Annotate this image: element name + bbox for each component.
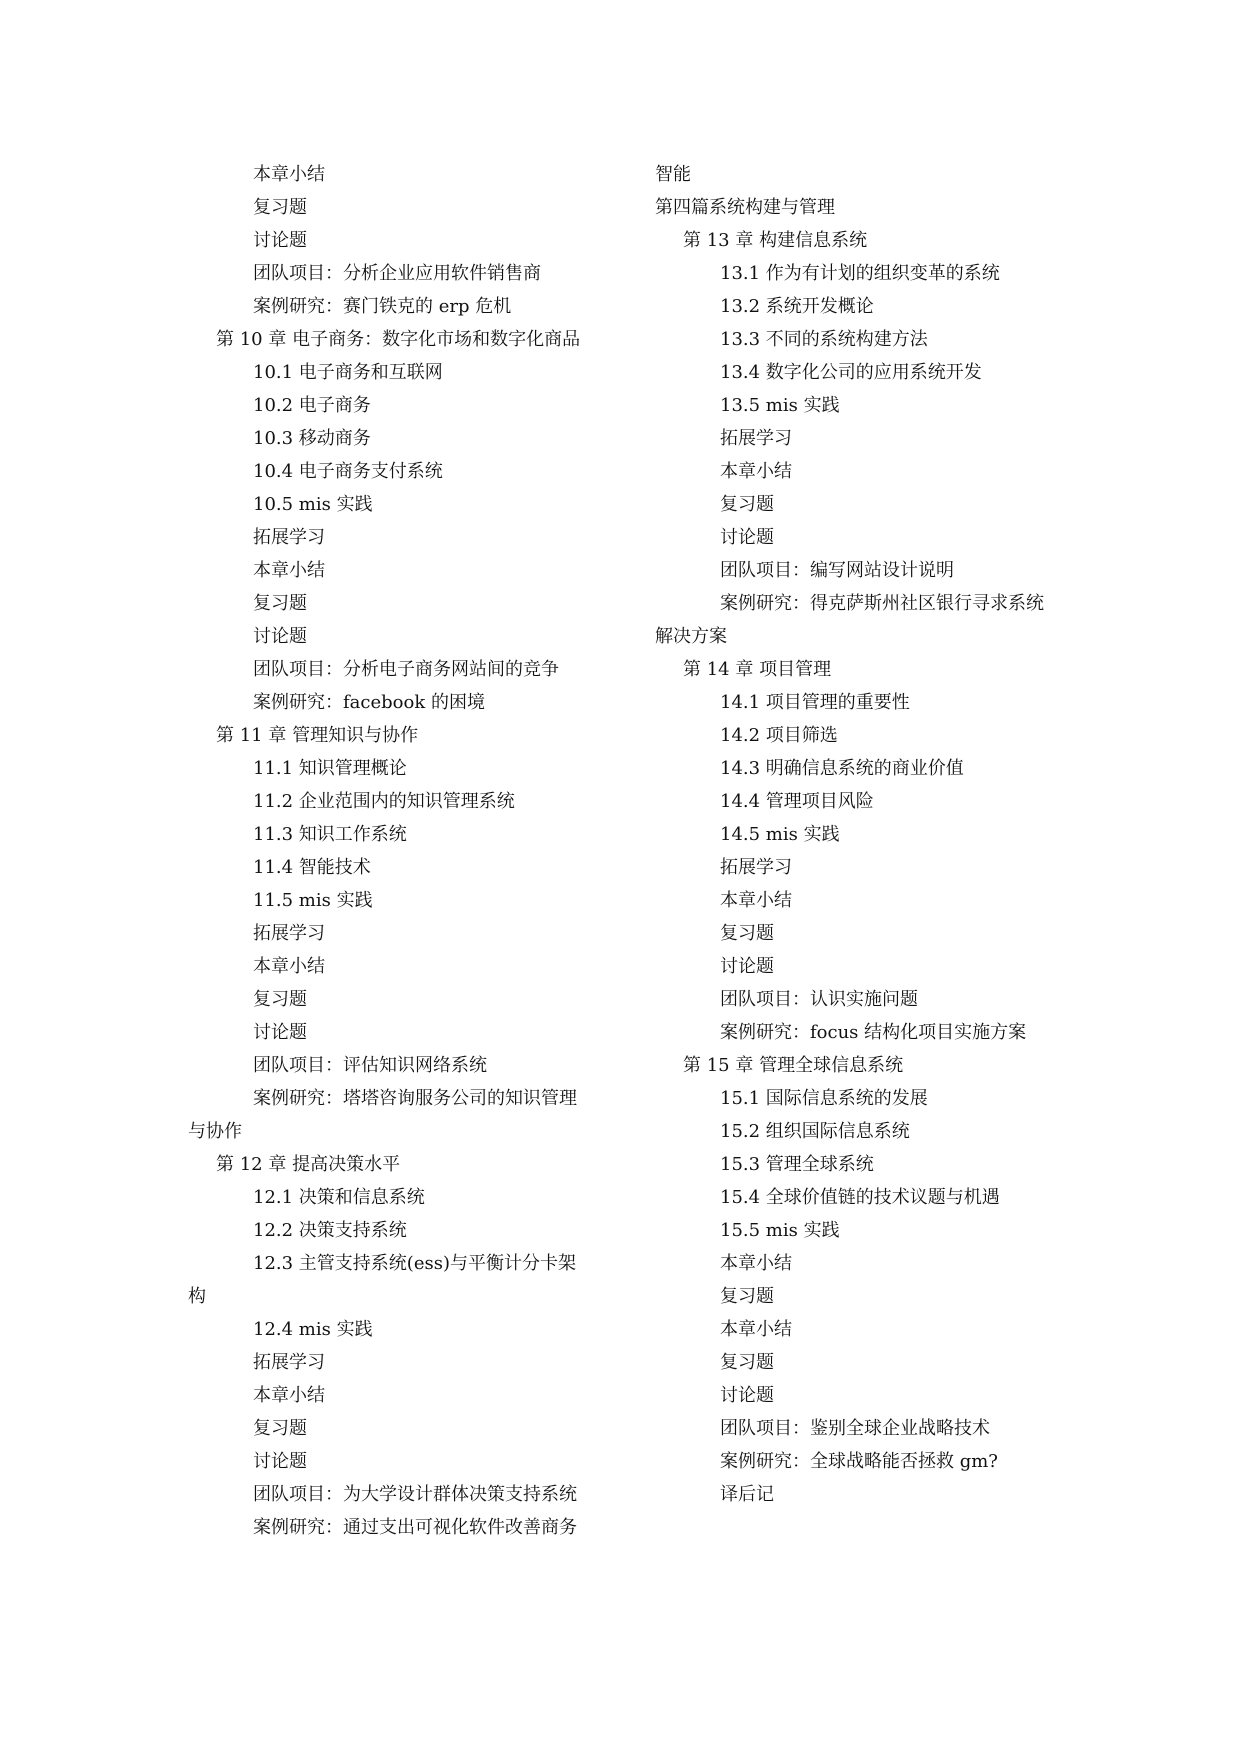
toc-chapter-heading: 第 11 章 管理知识与协作 [216,725,419,746]
toc-entry: 12.4 mis 实践 [253,1319,373,1340]
toc-entry: 案例研究：赛门铁克的 erp 危机 [253,296,512,317]
toc-entry: 14.4 管理项目风险 [720,791,874,812]
toc-entry: 11.5 mis 实践 [253,890,373,911]
toc-chapter-heading: 第 12 章 提高决策水平 [216,1154,401,1175]
toc-entry: 14.5 mis 实践 [720,824,840,845]
toc-entry: 案例研究：得克萨斯州社区银行寻求系统 [720,593,1044,614]
toc-entry: 13.2 系统开发概论 [720,296,874,317]
toc-entry: 案例研究：focus 结构化项目实施方案 [720,1022,1027,1043]
toc-entry: 本章小结 [720,461,792,482]
toc-wrapped-line: 智能 [655,164,691,185]
toc-entry: 13.1 作为有计划的组织变革的系统 [720,263,1000,284]
toc-entry: 10.4 电子商务支付系统 [253,461,443,482]
toc-chapter-heading: 第 13 章 构建信息系统 [683,230,868,251]
toc-entry: 讨论题 [720,527,774,548]
toc-entry: 复习题 [253,197,307,218]
toc-entry: 案例研究：facebook 的困境 [253,692,485,713]
toc-entry: 15.3 管理全球系统 [720,1154,874,1175]
toc-entry: 10.1 电子商务和互联网 [253,362,443,383]
toc-entry: 拓展学习 [253,1352,325,1373]
toc-entry: 复习题 [720,494,774,515]
toc-entry: 拓展学习 [253,527,325,548]
toc-entry: 团队项目：编写网站设计说明 [720,560,954,581]
toc-entry: 10.2 电子商务 [253,395,371,416]
toc-entry: 讨论题 [720,956,774,977]
toc-entry: 本章小结 [253,560,325,581]
toc-entry: 13.3 不同的系统构建方法 [720,329,928,350]
toc-entry: 15.2 组织国际信息系统 [720,1121,910,1142]
toc-entry: 本章小结 [253,956,325,977]
toc-entry: 11.2 企业范围内的知识管理系统 [253,791,515,812]
toc-wrapped-line: 与协作 [188,1121,242,1142]
toc-chapter-heading: 第 15 章 管理全球信息系统 [683,1055,904,1076]
toc-entry: 讨论题 [253,1451,307,1472]
toc-entry: 讨论题 [253,230,307,251]
toc-entry: 拓展学习 [720,428,792,449]
toc-wrapped-line: 第四篇系统构建与管理 [655,197,835,218]
toc-entry: 复习题 [720,923,774,944]
toc-entry: 12.3 主管支持系统(ess)与平衡计分卡架 [253,1253,576,1274]
toc-entry: 团队项目：为大学设计群体决策支持系统 [253,1484,577,1505]
toc-entry: 复习题 [720,1352,774,1373]
toc-entry: 11.3 知识工作系统 [253,824,407,845]
toc-entry: 复习题 [253,593,307,614]
toc-entry: 本章小结 [720,1253,792,1274]
toc-chapter-heading: 第 14 章 项目管理 [683,659,832,680]
toc-entry: 14.3 明确信息系统的商业价值 [720,758,964,779]
toc-entry: 12.2 决策支持系统 [253,1220,407,1241]
toc-entry: 复习题 [253,1418,307,1439]
toc-entry: 本章小结 [720,1319,792,1340]
toc-wrapped-line: 解决方案 [655,626,727,647]
toc-entry: 13.5 mis 实践 [720,395,840,416]
toc-entry: 团队项目：分析企业应用软件销售商 [253,263,541,284]
toc-entry: 14.1 项目管理的重要性 [720,692,910,713]
toc-entry: 拓展学习 [253,923,325,944]
toc-entry: 15.1 国际信息系统的发展 [720,1088,928,1109]
toc-entry: 团队项目：评估知识网络系统 [253,1055,487,1076]
toc-entry: 团队项目：鉴别全球企业战略技术 [720,1418,990,1439]
toc-right-column [655,158,1075,1511]
toc-entry: 案例研究：通过支出可视化软件改善商务 [253,1517,577,1538]
toc-entry: 讨论题 [253,1022,307,1043]
toc-entry: 译后记 [720,1484,774,1505]
toc-entry: 拓展学习 [720,857,792,878]
toc-entry: 本章小结 [720,890,792,911]
toc-entry: 10.3 移动商务 [253,428,371,449]
toc-wrapped-line: 构 [188,1286,206,1307]
toc-entry: 15.5 mis 实践 [720,1220,840,1241]
toc-entry: 11.1 知识管理概论 [253,758,407,779]
toc-entry: 本章小结 [253,1385,325,1406]
toc-entry: 复习题 [253,989,307,1010]
toc-entry: 14.2 项目筛选 [720,725,838,746]
toc-entry: 团队项目：分析电子商务网站间的竞争 [253,659,559,680]
toc-chapter-heading: 第 10 章 电子商务：数字化市场和数字化商品 [216,329,581,350]
toc-entry: 讨论题 [253,626,307,647]
toc-entry: 12.1 决策和信息系统 [253,1187,425,1208]
toc-entry: 10.5 mis 实践 [253,494,373,515]
toc-entry: 案例研究：塔塔咨询服务公司的知识管理 [253,1088,577,1109]
toc-entry: 本章小结 [253,164,325,185]
toc-entry: 11.4 智能技术 [253,857,371,878]
toc-entry: 13.4 数字化公司的应用系统开发 [720,362,982,383]
toc-entry: 复习题 [720,1286,774,1307]
toc-entry: 讨论题 [720,1385,774,1406]
toc-left-column [188,158,598,1544]
toc-entry: 团队项目：认识实施问题 [720,989,918,1010]
toc-entry: 15.4 全球价值链的技术议题与机遇 [720,1187,1000,1208]
toc-entry: 案例研究：全球战略能否拯救 gm? [720,1451,998,1472]
